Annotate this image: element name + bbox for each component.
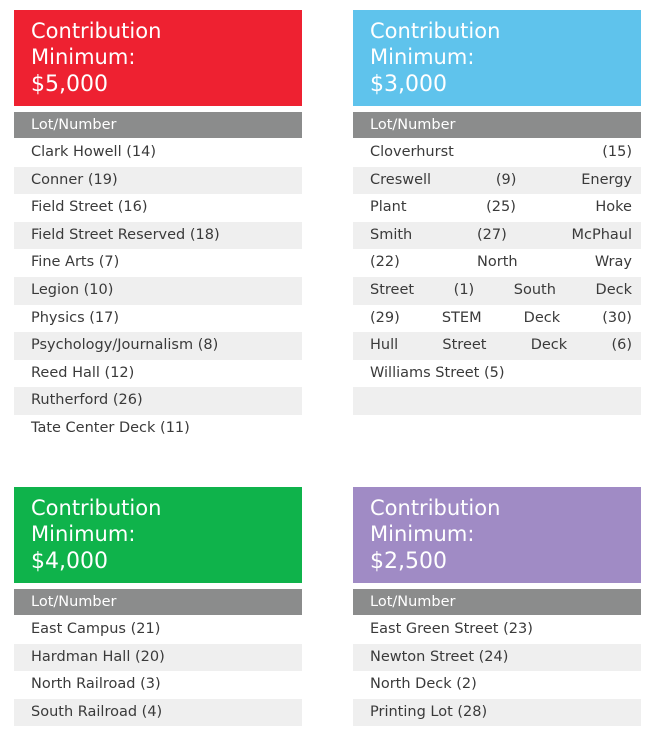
lot-row <box>353 167 641 195</box>
header-line-1: Contribution <box>370 19 501 43</box>
lot-row <box>353 194 641 222</box>
lot-word: Hoke <box>595 199 632 216</box>
panel-header <box>353 487 641 583</box>
lot-row: Reed Hall (12) <box>31 364 135 381</box>
lot-word: Cloverhurst <box>370 144 454 160</box>
column-header: Lot/Number <box>353 112 641 138</box>
lot-row: Field Street Reserved (18) <box>14 222 302 250</box>
lot-word: Smith <box>370 226 413 243</box>
lot-row <box>353 305 641 333</box>
lot-row: Psychology/Journalism (8) <box>14 332 302 360</box>
contribution-amount: $4,000 <box>31 549 108 574</box>
lot-row <box>353 277 641 305</box>
lot-word: (22) <box>370 254 400 271</box>
lot-word: (1) <box>453 281 475 298</box>
lot-word: STEM <box>441 309 482 326</box>
contribution-amount: $5,000 <box>31 72 108 97</box>
lot-row: Conner (19) <box>14 167 302 195</box>
lot-row: Physics (17) <box>31 309 119 326</box>
lot-row <box>353 222 641 250</box>
lot-word: Plant <box>370 199 407 216</box>
lot-word: (29) <box>370 309 400 326</box>
lot-word: Hull <box>370 337 399 354</box>
lot-row <box>353 139 641 167</box>
lot-word: Street <box>442 337 487 354</box>
lot-row: North Railroad (3) <box>31 676 161 693</box>
lot-list <box>14 616 302 726</box>
lot-row: Rutherford (26) <box>14 387 302 415</box>
header-line-1: Contribution <box>31 19 162 43</box>
lot-word: (27) <box>476 226 507 243</box>
panel-4000 <box>14 487 302 726</box>
lot-word: (15) <box>602 144 632 160</box>
lot-row: Fine Arts (7) <box>31 254 120 271</box>
lot-row: Tate Center Deck (11) <box>31 419 190 436</box>
panel-header <box>14 487 302 583</box>
header-line-1: Contribution <box>31 496 162 520</box>
lot-row: Legion (10) <box>14 277 302 305</box>
lot-list <box>353 616 641 726</box>
column-header: Lot/Number <box>14 589 302 615</box>
lot-word: South <box>513 281 556 298</box>
contribution-amount: $2,500 <box>370 549 447 574</box>
lot-list <box>353 139 641 415</box>
column-header: Lot/Number <box>14 112 302 138</box>
lot-row <box>353 332 641 360</box>
header-line-2: Minimum: <box>31 45 136 69</box>
lot-row: Hardman Hall (20) <box>14 644 302 672</box>
lot-row: South Railroad (4) <box>14 699 302 727</box>
lot-word: Street <box>370 281 415 298</box>
lot-word: (30) <box>602 309 632 326</box>
header-line-1: Contribution <box>370 496 501 520</box>
lot-row: East Campus (21) <box>31 621 161 637</box>
header-line-2: Minimum: <box>370 522 475 546</box>
lot-row: Field Street (16) <box>31 199 148 216</box>
panel-header <box>353 10 641 106</box>
column-header: Lot/Number <box>353 589 641 615</box>
lot-word: Deck <box>595 281 632 298</box>
lot-list <box>14 139 302 443</box>
lot-word: Deck <box>523 309 561 326</box>
lot-word: Creswell <box>370 171 432 188</box>
lot-row: Printing Lot (28) <box>353 699 641 727</box>
lot-row: North Deck (2) <box>370 676 477 693</box>
panel-5000 <box>14 10 302 443</box>
lot-row <box>353 249 641 277</box>
lot-word: North <box>477 254 518 271</box>
lot-row: Clark Howell (14) <box>31 144 156 160</box>
contribution-amount: $3,000 <box>370 72 447 97</box>
lot-word: McPhaul <box>571 226 632 243</box>
lot-row: East Green Street (23) <box>370 621 533 637</box>
lot-row: Newton Street (24) <box>353 644 641 672</box>
header-line-2: Minimum: <box>31 522 136 546</box>
panel-3000 <box>353 10 641 415</box>
lot-row: Williams Street (5) <box>370 364 505 381</box>
lot-word: Deck <box>530 337 568 354</box>
lot-word: (9) <box>495 171 517 188</box>
lot-word: Wray <box>594 254 632 271</box>
lot-word: (25) <box>486 199 516 216</box>
lot-word: (6) <box>611 337 632 354</box>
lot-word: Energy <box>581 171 632 188</box>
panel-header <box>14 10 302 106</box>
header-line-2: Minimum: <box>370 45 475 69</box>
lot-row <box>353 387 641 415</box>
panel-2500 <box>353 487 641 726</box>
